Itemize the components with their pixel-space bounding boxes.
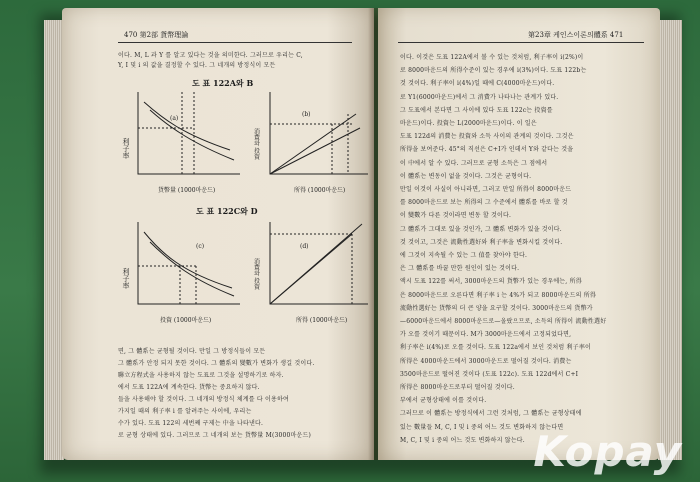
- fig-c-xlabel: 投資 (1000마운드): [160, 317, 212, 324]
- figure-122ab-caption: 도 표 122A와 B: [192, 78, 254, 88]
- left-body-line: 에서 도표 122A에 계속한다. 貨幣는 중요하지 않다.: [118, 384, 260, 391]
- figure-d: [252, 218, 372, 328]
- fig-b-xlabel: 所得 (1000마운드): [294, 187, 346, 194]
- fig-d-label: (d): [300, 243, 309, 250]
- left-page-stack: [44, 20, 64, 460]
- left-body-line: 가지일 때의 利子率 i 를 알려주는 사이에, 우리는: [118, 408, 252, 415]
- right-body-line: —6000마운드에서 8000마운드로—올랐으므로, 소득의 所得이 流動性選好: [400, 318, 607, 325]
- right-body-line: 이 體系는 변동이 없을 것이다. 그것은 균형이다.: [400, 172, 532, 180]
- right-body-line: 도표 122d의 消費는 投資와 소득 사이의 관계의 것이다. 그것은: [400, 133, 574, 141]
- fig-c-label: (c): [196, 243, 205, 250]
- right-body-line: 은 8000마운드로 오른다면 利子率 i 는 4%가 되고 8000마운드의 所得: [400, 291, 597, 299]
- left-header-rule: [118, 42, 352, 43]
- figure-b: [252, 88, 372, 198]
- right-page-stack: [658, 20, 682, 460]
- right-body-line: 부에서 균형상태에 이를 것이다.: [400, 397, 487, 405]
- right-page-header: 第23章 케인스이론의體系 471: [528, 31, 624, 39]
- right-body-line: 은 그 體系를 바꿀 만한 원인이 있는 것이다.: [400, 265, 520, 273]
- fig-b-label: (b): [302, 111, 311, 118]
- right-body-line: 그 體系가 그대로 있을 것인가, 그 體系 변화가 있을 것이다.: [400, 225, 562, 233]
- left-body-line: 로 균형 상태에 있다. 그러므로 그 네개의 보는 貨幣量 M(3000마운드): [118, 432, 312, 439]
- fig-d-xlabel: 所得 (1000마운드): [296, 317, 348, 324]
- right-body-line: 이 中에서 알 수 있다. 그러므로 균형 소득은 그 점에서: [400, 159, 548, 167]
- fig-a-xlabel: 貨幣量 (1000마운드): [158, 187, 216, 194]
- right-body-line: 所得은 8000마운드로부터 떨어질 것이다.: [400, 384, 515, 391]
- right-body-line: 것 것이다. 利子率이 i(4%)일 때에 C(4000마운드)이다.: [400, 80, 555, 88]
- fig-a-ylabel: 利子率: [122, 138, 130, 159]
- left-body-line: 들을 사용해야 할 것이다. 그 네개의 방정식 체계를 다 이용하여: [118, 396, 289, 403]
- watermark-logo: Kopay: [533, 427, 682, 476]
- right-body-line: 를 8000마운드로 보는 所得의 그 수준에서 體系를 바로 할 것: [400, 199, 568, 207]
- right-body-line: 流動性選好는 貨幣의 더 큰 양을 요구할 것이다. 3000마운드의 貨幣가: [400, 304, 593, 312]
- left-text-line-2: Y, I 및 i 의 값을 결정할 수 있다. 그 네개의 방정식이 모든: [118, 62, 276, 69]
- right-body-line: 그러므로 이 體系는 방정식에서 그런 것처럼, 그 體系는 균형상태에: [400, 410, 582, 418]
- right-page: [378, 8, 660, 460]
- right-body-line: 있는 數量들 M, C, I 및 i 중의 어느 것도 변화하지 않는다면: [400, 423, 564, 431]
- right-body-line: 만일 이것이 사실이 아니라면, 그러고 만일 所得이 8000마운드: [400, 186, 572, 193]
- right-body-line: 로 8000마운드의 所得수준이 있는 경우에 i(3%)이다. 도표 122b는: [400, 67, 587, 75]
- right-body-line: 이 變數가 다른 것이라면 변동 할 것이다.: [400, 212, 512, 220]
- left-body-line: 수가 있다. 도표 122의 세번째 구제는 中을 나타낸다.: [118, 420, 264, 427]
- right-body-line: M, C, I 및 i 중의 어느 것도 변화하지 않는다.: [400, 436, 525, 444]
- figure-122cd-caption: 도 표 122C와 D: [196, 206, 258, 216]
- right-body-line: 利子率은 i(4%)로 오를 것이다. 도표 122a에서 보인 것처럼 利子率이: [400, 344, 592, 352]
- right-body-line: 액시 도표 122를 써서, 3000마운드의 貨幣가 있는 경우에는, 所得: [400, 278, 582, 286]
- figure-a: [122, 88, 246, 198]
- fig-b-ylabel: 消費와 投資: [252, 128, 260, 160]
- right-body-line: 가 오를 것이기 때문이다. M가 3000마운드에서 고정되었다면,: [400, 331, 572, 339]
- figure-c: [122, 218, 246, 328]
- right-body-line: 것 것이고, 그것은 流動性選好와 利子率을 변화시킬 것이다.: [400, 238, 563, 246]
- right-body-line: 所得을 보여준다. 45°의 직선은 C+I가 인데서 Y와 같다는 것을: [400, 146, 574, 154]
- fig-a-label: (a): [170, 115, 179, 122]
- right-body-line: 이다. 이것은 도표 122A에서 볼 수 있는 것처럼, 利子率이 i(2%)이: [400, 54, 584, 61]
- left-page-header: 470 第2部 貨幣理論: [124, 31, 189, 39]
- right-body-line: 그 도표에서 본다면 그 사이에 있다 도표 122c는 投資를: [400, 106, 553, 114]
- left-text-line-1: 이다. M, L 과 Y 를 알고 있다는 것을 의미한다. 그러므로 우리는 C,: [118, 52, 303, 59]
- left-page: [62, 8, 374, 460]
- left-body-line: 면, 그 體系는 균형될 것이다. 만일 그 방정식들이 모든: [118, 348, 266, 355]
- right-body-line: 所得은 4000마운드에서 3000마운드로 떨어질 것이다. 消費는: [400, 357, 572, 365]
- right-body-line: 로 Y1(6000마운드)에서 그 消費가 나타나는 관계가 있다.: [400, 93, 559, 101]
- left-body-line: 그 體系가 안정 되지 못한 것이다. 그 體系의 變數가 변화가 생길 것이다.: [118, 360, 315, 367]
- right-body-line: 마운드)이다. 投資는 L(2000마운드)이다. 이 일은: [400, 120, 537, 127]
- right-body-line: 에 그것이 지속될 수 있는 그 值를 찾아야 한다.: [400, 252, 528, 259]
- fig-d-ylabel: 消費와 投資: [252, 258, 260, 290]
- right-body-line: 3500마운드로 떨어진 것이다 (도표 122c). 도표 122d에서 C+I: [400, 370, 579, 378]
- right-header-rule: [398, 42, 644, 43]
- left-body-line: 聯立方程式을 사용하지 않는 도표로 그것을 설명하기로 하자.: [118, 372, 284, 379]
- fig-c-ylabel: 利子率: [122, 268, 130, 289]
